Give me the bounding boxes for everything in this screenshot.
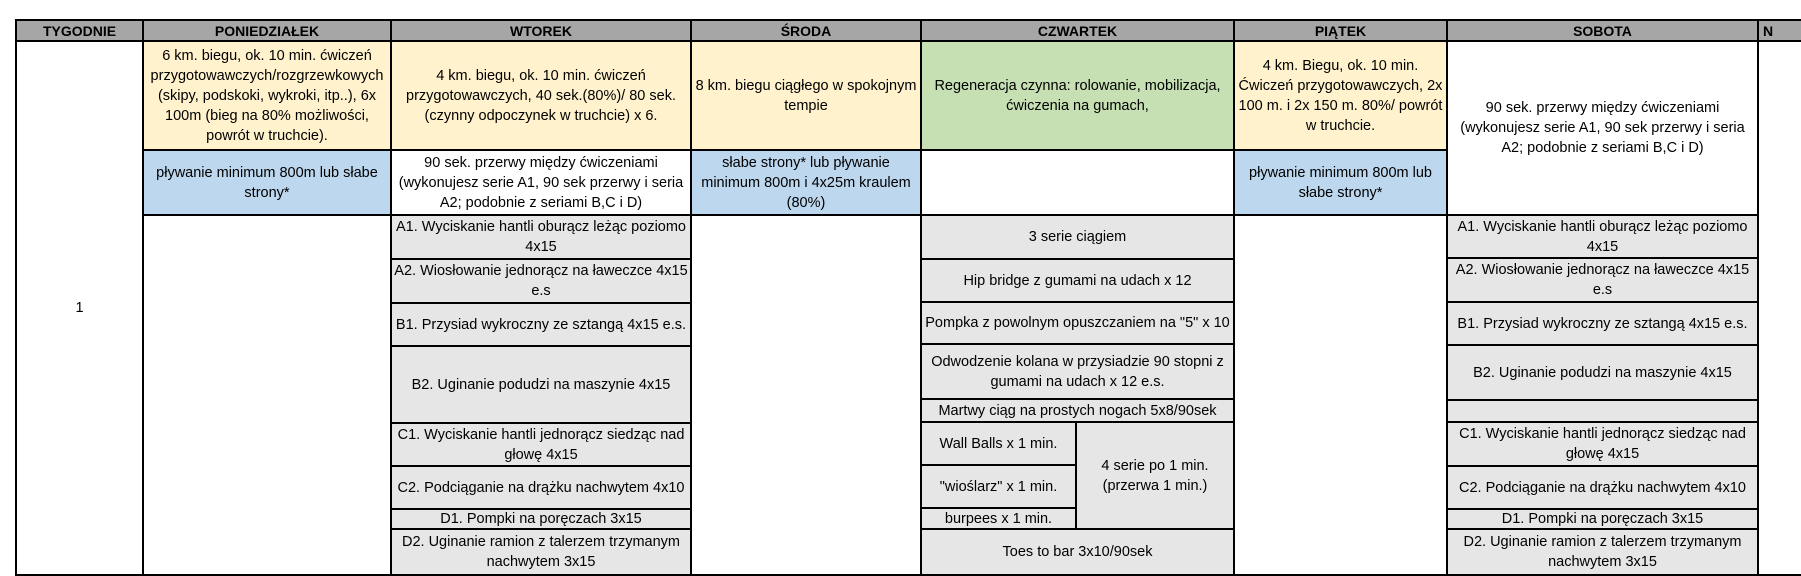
tuesday-note-cell: 90 sek. przerwy między ćwiczeniami (wykonujesz serie A1, 90 sek przerwy i seria A2; podobnie z seriami B,C i D) — [390, 149, 692, 216]
tuesday-exercise: C2. Podciąganie na drążku nachwytem 4x10 — [390, 465, 692, 510]
tuesday-run-cell: 4 km. biegu, ok. 10 min. ćwiczeń przygotowawczych, 40 sek.(80%)/ 80 sek.(czynny odpoczynek w truchcie) x 6. — [390, 40, 692, 151]
saturday-exercise: B1. Przysiad wykroczny ze sztangą 4x15 e.s. — [1446, 301, 1759, 346]
thursday-final-exercise: Toes to bar 3x10/90sek — [920, 528, 1235, 576]
header-wednesday: ŚRODA — [690, 19, 922, 42]
saturday-exercise: C2. Podciąganie na drążku nachwytem 4x10 — [1446, 465, 1759, 510]
sunday-partial-cell — [1757, 40, 1801, 576]
monday-swim-cell: pływanie minimum 800m lub słabe strony* — [142, 149, 392, 216]
saturday-empty-exercise — [1446, 399, 1759, 423]
saturday-note-cell: 90 sek. przerwy między ćwiczeniami (wykonujesz serie A1, 90 sek przerwy i seria A2; podobnie z seriami B,C i D) — [1446, 40, 1759, 216]
tuesday-exercise: A2. Wiosłowanie jednorącz na ławeczce 4x15 e.s — [390, 258, 692, 304]
tuesday-exercise: C1. Wyciskanie hantli jednorącz siedząc nad głowę 4x15 — [390, 422, 692, 467]
wednesday-empty-cell — [690, 214, 922, 576]
tuesday-exercise: B2. Uginanie podudzi na maszynie 4x15 — [390, 345, 692, 424]
thursday-circuit-note: 4 serie po 1 min.(przerwa 1 min.) — [1075, 421, 1235, 530]
saturday-exercise: D1. Pompki na poręczach 3x15 — [1446, 508, 1759, 530]
header-monday: PONIEDZIAŁEK — [142, 19, 392, 42]
thursday-circuit-item: Wall Balls x 1 min. — [920, 421, 1077, 466]
saturday-exercise: A2. Wiosłowanie jednorącz na ławeczce 4x15 e.s — [1446, 257, 1759, 303]
header-weeks: TYGODNIE — [15, 19, 144, 42]
thursday-regeneration-cell: Regeneracja czynna: rolowanie, mobilizacja, ćwiczenia na gumach, — [920, 40, 1235, 151]
friday-swim-cell: pływanie minimum 800m lub słabe strony* — [1233, 149, 1448, 216]
header-friday: PIĄTEK — [1233, 19, 1448, 42]
saturday-exercise: C1. Wyciskanie hantli jednorącz siedząc nad głowę 4x15 — [1446, 421, 1759, 467]
saturday-exercise: A1. Wyciskanie hantli oburącz leżąc poziomo 4x15 — [1446, 214, 1759, 259]
thursday-circuit-item: "wioślarz" x 1 min. — [920, 464, 1077, 509]
header-thursday: CZWARTEK — [920, 19, 1235, 42]
saturday-exercise: B2. Uginanie podudzi na maszynie 4x15 — [1446, 344, 1759, 401]
week-number-cell: 1 — [15, 40, 144, 576]
wednesday-swim-cell: słabe strony* lub pływanie minimum 800m i 4x25m kraulem (80%) — [690, 149, 922, 216]
monday-run-cell: 6 km. biegu, ok. 10 min. ćwiczeń przygotowawczych/rozgrzewkowych (skipy, podskoki, wykroki, itp..), 6x 100m (bieg na 80% możliwości, powrót w truchcie). — [142, 40, 392, 151]
thursday-circuit-item: burpees x 1 min. — [920, 507, 1077, 530]
thursday-exercise: Pompka z powolnym opuszczaniem na "5" x 10 — [920, 301, 1235, 345]
tuesday-exercise: D1. Pompki na poręczach 3x15 — [390, 508, 692, 530]
monday-empty-cell — [142, 214, 392, 576]
friday-empty-cell — [1233, 214, 1448, 576]
tuesday-exercise: A1. Wyciskanie hantli oburącz leżąc poziomo 4x15 — [390, 214, 692, 260]
header-saturday: SOBOTA — [1446, 19, 1759, 42]
wednesday-run-cell: 8 km. biegu ciągłego w spokojnym tempie — [690, 40, 922, 151]
tuesday-exercise: D2. Uginanie ramion z talerzem trzymanym nachwytem 3x15 — [390, 528, 692, 576]
thursday-series-note: 3 serie ciągiem — [920, 214, 1235, 260]
thursday-empty-cell — [920, 149, 1235, 216]
tuesday-exercise: B1. Przysiad wykroczny ze sztangą 4x15 e.s. — [390, 302, 692, 347]
saturday-exercise: D2. Uginanie ramion z talerzem trzymanym nachwytem 3x15 — [1446, 528, 1759, 576]
thursday-exercise: Martwy ciąg na prostych nogach 5x8/90sek — [920, 398, 1235, 423]
thursday-exercise: Hip bridge z gumami na udach x 12 — [920, 258, 1235, 303]
header-tuesday: WTOREK — [390, 19, 692, 42]
thursday-exercise: Odwodzenie kolana w przysiadzie 90 stopni z gumami na udach x 12 e.s. — [920, 343, 1235, 400]
friday-run-cell: 4 km. Biegu, ok. 10 min. Ćwiczeń przygotowawczych, 2x 100 m. i 2x 150 m. 80%/ powrót w truchcie. — [1233, 40, 1448, 151]
header-sunday-partial: N — [1757, 19, 1801, 42]
